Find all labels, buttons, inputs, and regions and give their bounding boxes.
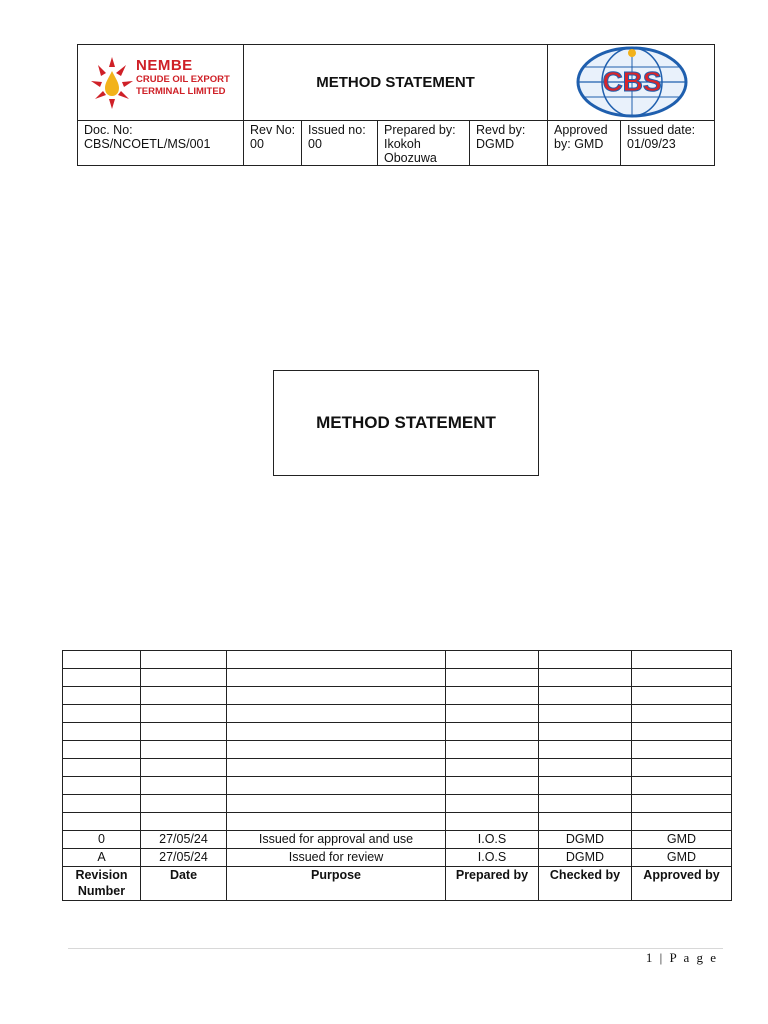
header-approved-by: Approved by (632, 867, 732, 901)
table-header-row (63, 867, 732, 901)
empty-row (63, 651, 732, 669)
checked-cell: DGMD (539, 849, 632, 867)
company-name-line3: TERMINAL LIMITED (136, 86, 226, 97)
nembe-logo-cell (78, 45, 244, 121)
header-title: METHOD STATEMENT (244, 45, 548, 121)
center-title-box (273, 370, 539, 476)
revision-table (62, 650, 732, 901)
empty-row (63, 813, 732, 831)
cbs-logo-text: CBS (602, 66, 662, 97)
cbs-globe-logo-icon (562, 45, 702, 120)
header-checked-by: Checked by (539, 867, 632, 901)
revision-cell: A (63, 849, 141, 867)
document-header (77, 44, 715, 166)
approved-by: Approved by: GMD (548, 121, 621, 166)
reviewed-by: Revd by: DGMD (470, 121, 548, 166)
approved-cell: GMD (632, 831, 732, 849)
company-name: NEMBE (136, 57, 193, 74)
date-cell: 27/05/24 (141, 831, 227, 849)
table-row (63, 849, 732, 867)
center-title: METHOD STATEMENT (316, 413, 496, 432)
page-number: 1 | P a g e (645, 950, 718, 965)
empty-row (63, 795, 732, 813)
empty-row (63, 741, 732, 759)
doc-number: Doc. No: CBS/NCOETL/MS/001 (78, 121, 244, 166)
footer-divider (68, 948, 723, 949)
date-cell: 27/05/24 (141, 849, 227, 867)
table-row (63, 831, 732, 849)
revision-cell: 0 (63, 831, 141, 849)
prepared-cell: I.O.S (446, 831, 539, 849)
header-prepared-by: Prepared by (446, 867, 539, 901)
company-name-line2: CRUDE OIL EXPORT (136, 74, 230, 85)
header-purpose: Purpose (227, 867, 446, 901)
empty-row (63, 777, 732, 795)
revision-number: Rev No: 00 (244, 121, 302, 166)
empty-row (63, 723, 732, 741)
prepared-by: Prepared by: Ikokoh Obozuwa (378, 121, 470, 166)
empty-row (63, 669, 732, 687)
issued-number: Issued no: 00 (302, 121, 378, 166)
purpose-cell: Issued for approval and use (227, 831, 446, 849)
checked-cell: DGMD (539, 831, 632, 849)
purpose-cell: Issued for review (227, 849, 446, 867)
empty-row (63, 687, 732, 705)
issued-date: Issued date: 01/09/23 (621, 121, 715, 166)
empty-row (63, 705, 732, 723)
prepared-cell: I.O.S (446, 849, 539, 867)
empty-row (63, 759, 732, 777)
header-revision-number: Revision Number (63, 867, 141, 901)
cbs-logo-cell (548, 45, 715, 121)
approved-cell: GMD (632, 849, 732, 867)
header-date: Date (141, 867, 227, 901)
